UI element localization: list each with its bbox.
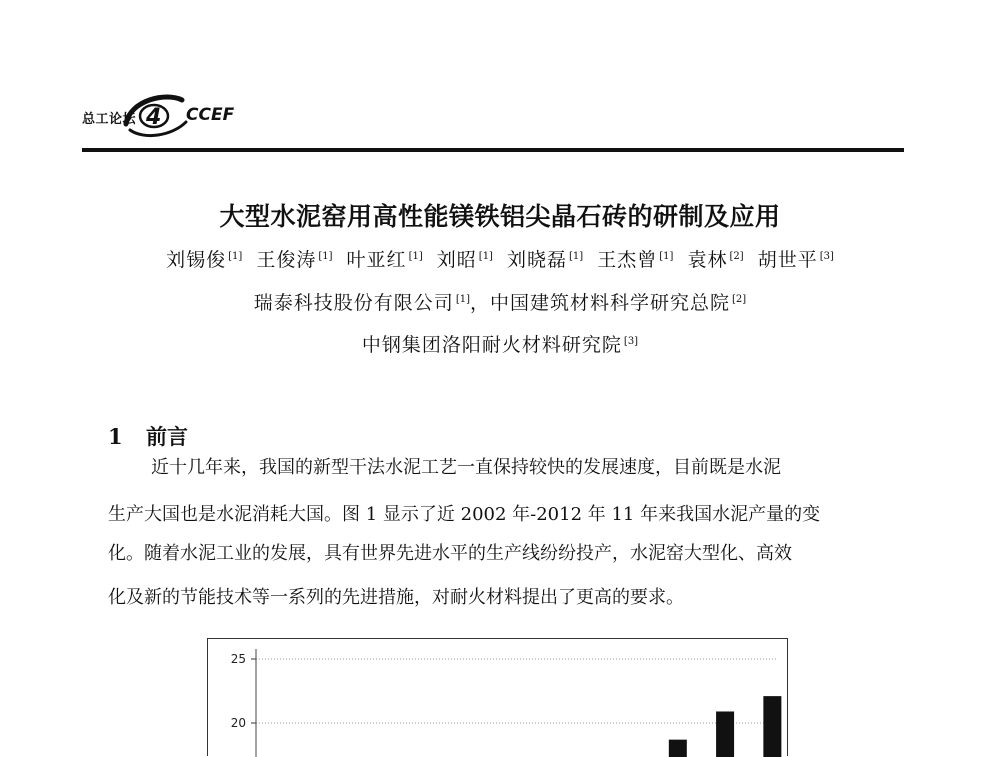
chart-canvas — [208, 639, 789, 757]
bar-2012 — [763, 696, 781, 757]
section-number: 1 — [108, 424, 123, 449]
affiliation-ref: [3] — [623, 335, 639, 347]
affiliation-ref: [2] — [732, 293, 747, 305]
header-rule — [82, 148, 904, 152]
section-heading — [108, 421, 188, 451]
affiliation-sinosteel: 中钢集团洛阳耐火材料研究院 — [361, 334, 622, 356]
affiliation-ruitai: 瑞泰科技股份有限公司 — [253, 292, 454, 314]
author: 王俊涛 [1] — [256, 249, 333, 271]
affiliation-ref: [1] — [455, 293, 470, 305]
cement-output-chart — [207, 638, 788, 756]
author: 胡世平 [3] — [757, 249, 834, 271]
author: 袁林 [2] — [687, 249, 744, 271]
ccef-logo-label: CCEF — [186, 105, 235, 125]
paper-title: 大型水泥窑用高性能镁铁铝尖晶石砖的研制及应用 — [219, 202, 781, 231]
y-tick-label: 20 — [230, 716, 246, 730]
paragraph-line: 生产大国也是水泥消耗大国。图 1 显示了近 2002 年-2012 年 11 年来我国水泥产量的变 — [108, 504, 821, 525]
author: 刘锡俊 [1] — [166, 249, 243, 271]
affiliation-line-2 — [0, 330, 1000, 357]
affiliation-line-1 — [0, 288, 1000, 315]
bar-2010 — [669, 740, 687, 757]
author: 叶亚红 [1] — [346, 249, 423, 271]
ccef-logo-icon — [120, 86, 192, 142]
author-list — [0, 245, 1000, 272]
author: 王杰曾 [1] — [597, 249, 674, 271]
y-tick-label: 25 — [230, 652, 246, 666]
bar-2011 — [716, 711, 734, 757]
affiliation-cbma: 中国建筑材料科学研究总院 — [490, 292, 731, 314]
svg-text:4: 4 — [146, 105, 162, 130]
affiliation-separator: ， — [469, 292, 490, 314]
author: 刘昭 [1] — [436, 249, 493, 271]
paragraph-line: 化。随着水泥工业的发展，具有世界先进水平的生产线纷纷投产，水泥窑大型化、高效 — [108, 543, 792, 564]
section-title: 前言 — [146, 424, 188, 449]
paragraph-line: 近十几年来，我国的新型干法水泥工艺一直保持较快的发展速度，目前既是水泥 — [151, 457, 781, 478]
forum-logo-text: 总工论坛 — [82, 112, 137, 127]
author: 刘晓磊 [1] — [507, 249, 584, 271]
paragraph-line: 化及新的节能技术等一系列的先进措施，对耐火材料提出了更高的要求。 — [108, 587, 684, 608]
forum-header — [82, 86, 235, 142]
